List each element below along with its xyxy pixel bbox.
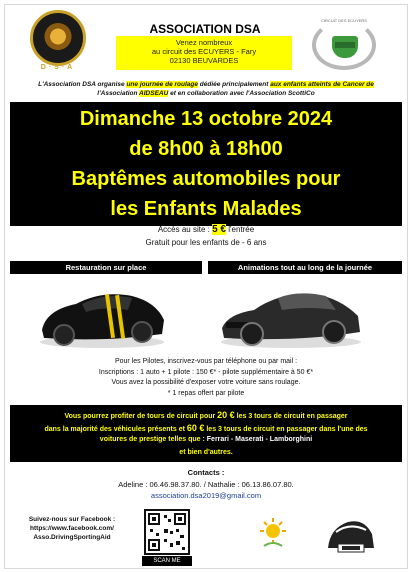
- logo-text: D·S·A: [40, 64, 76, 71]
- access-label: Accès au site :: [157, 225, 213, 234]
- venue-box: [116, 36, 292, 70]
- intro-highlight: AIDSEAU: [139, 90, 169, 97]
- scan-me-label: SCAN ME: [142, 556, 192, 566]
- offer-line: [10, 436, 402, 443]
- maserati-car-image: [218, 280, 364, 350]
- offer-brands: Ferrari - Maserati - Lamborghini: [206, 436, 313, 443]
- dsa-tiger-logo: [28, 10, 88, 72]
- intro-text-part: dédiée principalement: [197, 81, 271, 88]
- contacts: [10, 467, 402, 502]
- pilots-line: * 1 repas offert par pilote: [167, 389, 245, 397]
- event-date: Dimanche 13 octobre 2024: [79, 108, 333, 130]
- racing-team-logo: [322, 508, 378, 558]
- offer-text: les 3 tours de circuit en passager: [234, 413, 348, 420]
- contacts-title: Contacts :: [187, 468, 225, 477]
- circuit-offer: [10, 405, 402, 462]
- black-sports-car-image: [36, 280, 168, 350]
- offer-text: dans la majorité des véhicules présents et: [44, 426, 187, 433]
- free-children: Gratuit pour les enfants de - 6 ans: [145, 238, 267, 247]
- pilots-line: Inscriptions : 1 auto + 1 pilote : 150 €* - pilote supplémentaire à 50 €*: [98, 368, 314, 376]
- facebook-info: [22, 515, 122, 542]
- intro-text-part: et en collaboration avec l'Association ScottiCo: [168, 90, 315, 97]
- association-title: ASSOCIATION DSA: [149, 22, 261, 36]
- event-banner: [10, 102, 402, 226]
- restauration-bar: Restauration sur place: [10, 261, 202, 274]
- venue-line: 02130 BEUVARDES: [169, 56, 239, 65]
- facebook-page: Asso.DrivingSportingAid: [33, 534, 111, 541]
- offer-text: Vous pourrez profiter de tours de circuit pour: [64, 413, 218, 420]
- offer-line: [10, 423, 402, 433]
- access-suffix: l'entrée: [225, 225, 255, 234]
- intro-text-part: L'Association DSA organise: [38, 81, 127, 88]
- event-hours: de 8h00 à 18h00: [129, 138, 283, 160]
- offer-line: [10, 410, 402, 420]
- entry-price: 5 €: [212, 224, 226, 235]
- contacts-email[interactable]: association.dsa2019@gmail.com: [150, 491, 262, 500]
- venue-line: Venez nombreux: [175, 38, 233, 47]
- offer-price: 60 €: [186, 423, 205, 433]
- circuit-ecuyers-logo: [308, 10, 380, 72]
- intro-highlight: une journée de roulage: [126, 81, 198, 88]
- facebook-url[interactable]: https://www.facebook.com/: [30, 525, 114, 532]
- pilots-line: Vous avez la possibilité d'exposer votre voiture sans roulage.: [111, 379, 301, 386]
- intro-text-part: l'Association: [97, 90, 140, 97]
- offer-text: les 3 tours de circuit en passager dans l'une des: [204, 426, 368, 433]
- pilots-line: Pour les Pilotes, inscrivez-vous par téléphone ou par mail :: [114, 358, 298, 365]
- pilots-info: [10, 357, 402, 399]
- event-title-1: Baptêmes automobiles pour: [71, 168, 341, 190]
- offer-price: 20 €: [217, 410, 235, 420]
- contacts-phones: Adeline : 06.46.98.37.80. / Nathalie : 06.13.86.07.80.: [118, 479, 294, 489]
- offer-text: voitures de prestige telles que :: [99, 436, 207, 443]
- sun-association-logo: [256, 516, 290, 550]
- animations-bar: Animations tout au long de la journée: [208, 261, 402, 274]
- intro-highlight: aux enfants atteints de Cancer de: [270, 81, 374, 88]
- venue-line: au circuit des ECUYERS - Fary: [151, 47, 257, 56]
- logo-text: CIRCUIT DES ECUYERS: [321, 18, 367, 23]
- follow-title: Suivez-nous sur Facebook :: [28, 516, 116, 523]
- event-title-2: les Enfants Malades: [110, 198, 302, 220]
- qr-code[interactable]: [144, 509, 190, 555]
- offer-line: et bien d'autres.: [179, 449, 233, 456]
- intro-text: [10, 80, 402, 98]
- access-price: [10, 224, 402, 235]
